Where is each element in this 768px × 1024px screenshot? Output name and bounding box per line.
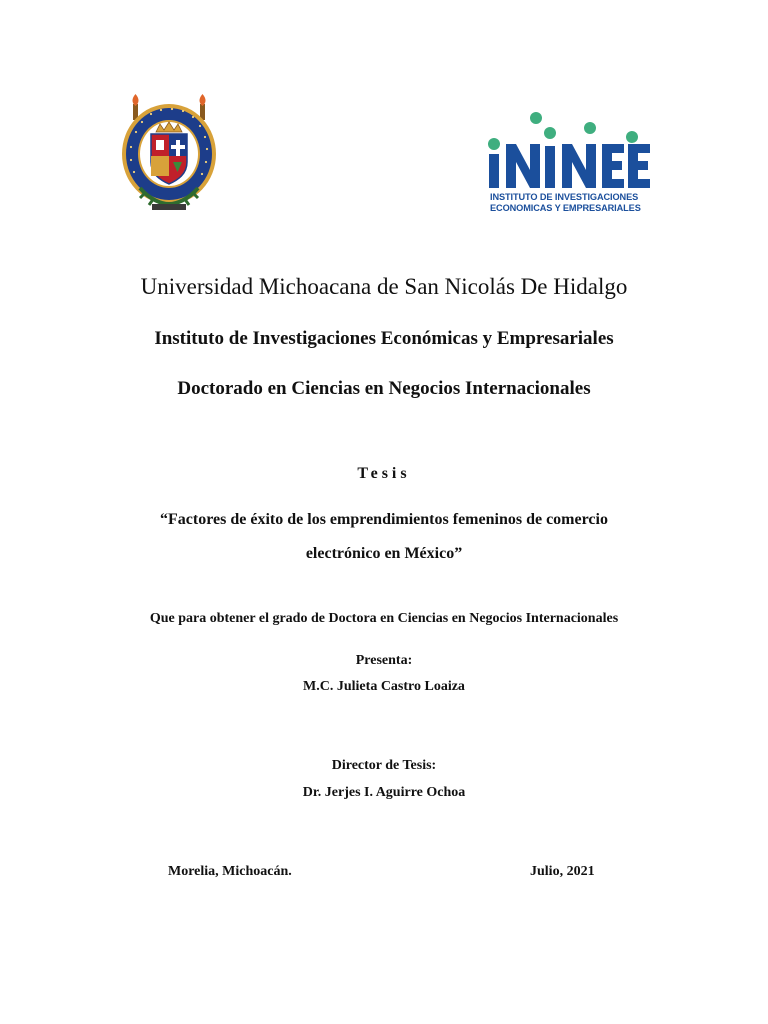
university-name: Universidad Michoacana de San Nicolás De Hidalgo bbox=[140, 274, 628, 299]
director-name: Dr. Jerjes I. Aguirre Ochoa bbox=[302, 785, 466, 800]
date: Julio, 2021 bbox=[530, 864, 595, 879]
thesis-title-line-2: electrónico en México” bbox=[305, 545, 463, 562]
ininee-subtitle-line2: ECONOMICAS Y EMPRESARIALES bbox=[490, 203, 641, 213]
program-name: Doctorado en Ciencias en Negocios Internacionales bbox=[177, 378, 591, 399]
ininee-subtitle-line1: INSTITUTO DE INVESTIGACIONES bbox=[490, 192, 639, 202]
umsnh-seal-logo bbox=[116, 92, 222, 214]
author-name: M.C. Julieta Castro Loaiza bbox=[303, 679, 465, 694]
location: Morelia, Michoacán. bbox=[168, 864, 292, 879]
director-label: Director de Tesis: bbox=[331, 758, 437, 773]
ininee-logo bbox=[486, 110, 656, 220]
institute-name: Instituto de Investigaciones Económicas y Empresariales bbox=[154, 328, 614, 349]
ininee-wordmark-icon bbox=[486, 110, 656, 190]
umsnh-seal-icon bbox=[116, 92, 222, 214]
thesis-title-line-1: “Factores de éxito de los emprendimientos femeninos de comercio bbox=[160, 511, 608, 528]
degree-statement: Que para obtener el grado de Doctora en Ciencias en Negocios Internacionales bbox=[149, 611, 619, 626]
document-type-label: Tesis bbox=[357, 465, 411, 482]
presenter-label: Presenta: bbox=[355, 653, 413, 668]
